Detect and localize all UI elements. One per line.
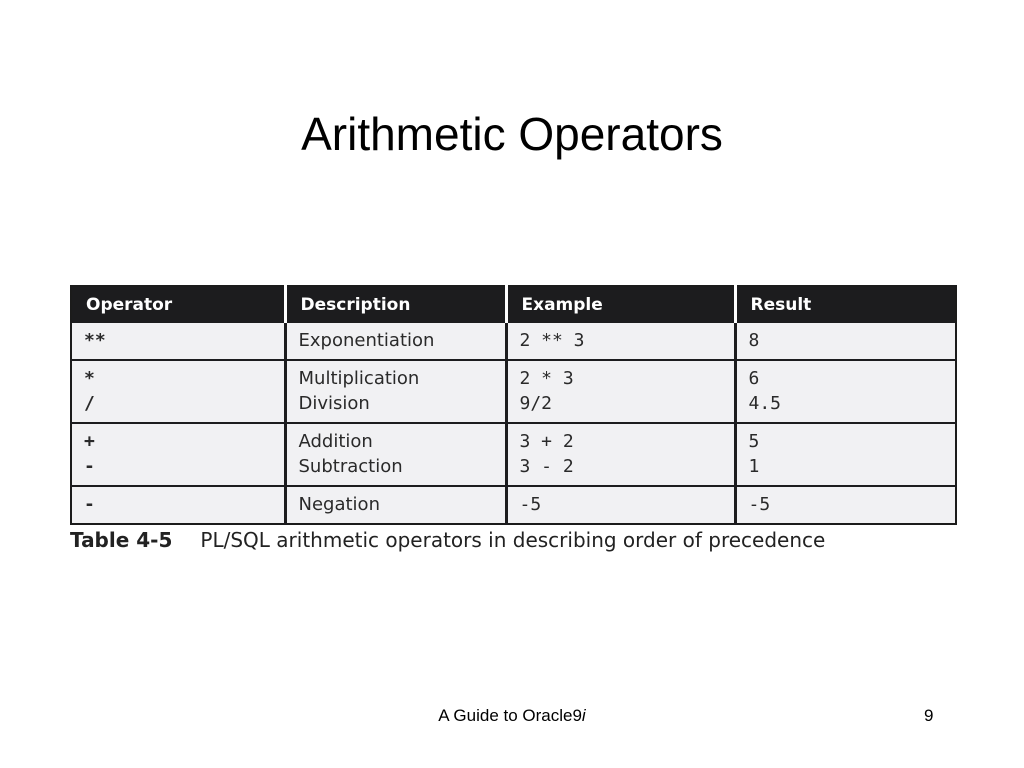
result-value: 1 — [748, 456, 760, 477]
operator-cell — [71, 360, 285, 423]
page-number: 9 — [924, 706, 934, 725]
description-cell — [285, 423, 506, 486]
description-cell — [285, 360, 506, 423]
table-header-row — [71, 286, 956, 323]
result-value: 5 — [748, 431, 760, 452]
example-cell — [506, 423, 735, 486]
example-value: -5 — [519, 494, 542, 515]
example-value: 2 ** 3 — [519, 330, 585, 351]
operator-cell — [71, 423, 285, 486]
example-cell — [506, 360, 735, 423]
table-caption — [70, 528, 825, 552]
operator-value: / — [84, 393, 95, 414]
result-value: -5 — [748, 494, 771, 515]
column-header-operator: Operator — [71, 286, 285, 323]
operator-value: ** — [84, 330, 106, 351]
result-value: 4.5 — [748, 393, 782, 414]
footer-text: A Guide to Oracle9 — [438, 706, 582, 725]
table-figure — [70, 285, 955, 525]
example-value: 3 + 2 — [519, 431, 574, 452]
operator-value: - — [84, 494, 95, 515]
table-row — [71, 486, 956, 524]
result-cell — [735, 423, 956, 486]
table-row — [71, 323, 956, 360]
description-value: Negation — [298, 494, 380, 515]
table-row — [71, 360, 956, 423]
operator-value: - — [84, 456, 95, 477]
result-cell — [735, 323, 956, 360]
table-caption-text: PL/SQL arithmetic operators in describing order of precedence — [200, 528, 826, 552]
result-value: 6 — [748, 368, 760, 389]
result-cell — [735, 486, 956, 524]
column-header-result: Result — [735, 286, 956, 323]
description-value: Exponentiation — [298, 330, 435, 351]
footer-text-italic-suffix: i — [581, 706, 586, 725]
column-header-description: Description — [285, 286, 506, 323]
example-value: 9/2 — [519, 393, 553, 414]
result-value: 8 — [748, 330, 760, 351]
table-caption-label: Table 4-5 — [70, 528, 173, 552]
slide-title: Arithmetic Operators — [301, 108, 723, 160]
operators-table — [70, 285, 957, 525]
description-value: Subtraction — [298, 456, 403, 477]
example-value: 3 - 2 — [519, 456, 574, 477]
column-header-example: Example — [506, 286, 735, 323]
description-value: Division — [298, 393, 370, 414]
example-cell — [506, 323, 735, 360]
slide-footer — [0, 706, 1024, 726]
example-value: 2 * 3 — [519, 368, 574, 389]
description-value: Multiplication — [298, 368, 420, 389]
table-row — [71, 423, 956, 486]
description-cell — [285, 486, 506, 524]
description-cell — [285, 323, 506, 360]
operator-cell — [71, 486, 285, 524]
example-cell — [506, 486, 735, 524]
description-value: Addition — [298, 431, 373, 452]
result-cell — [735, 360, 956, 423]
operator-value: * — [84, 368, 95, 389]
operator-cell — [71, 323, 285, 360]
operator-value: + — [84, 431, 95, 452]
